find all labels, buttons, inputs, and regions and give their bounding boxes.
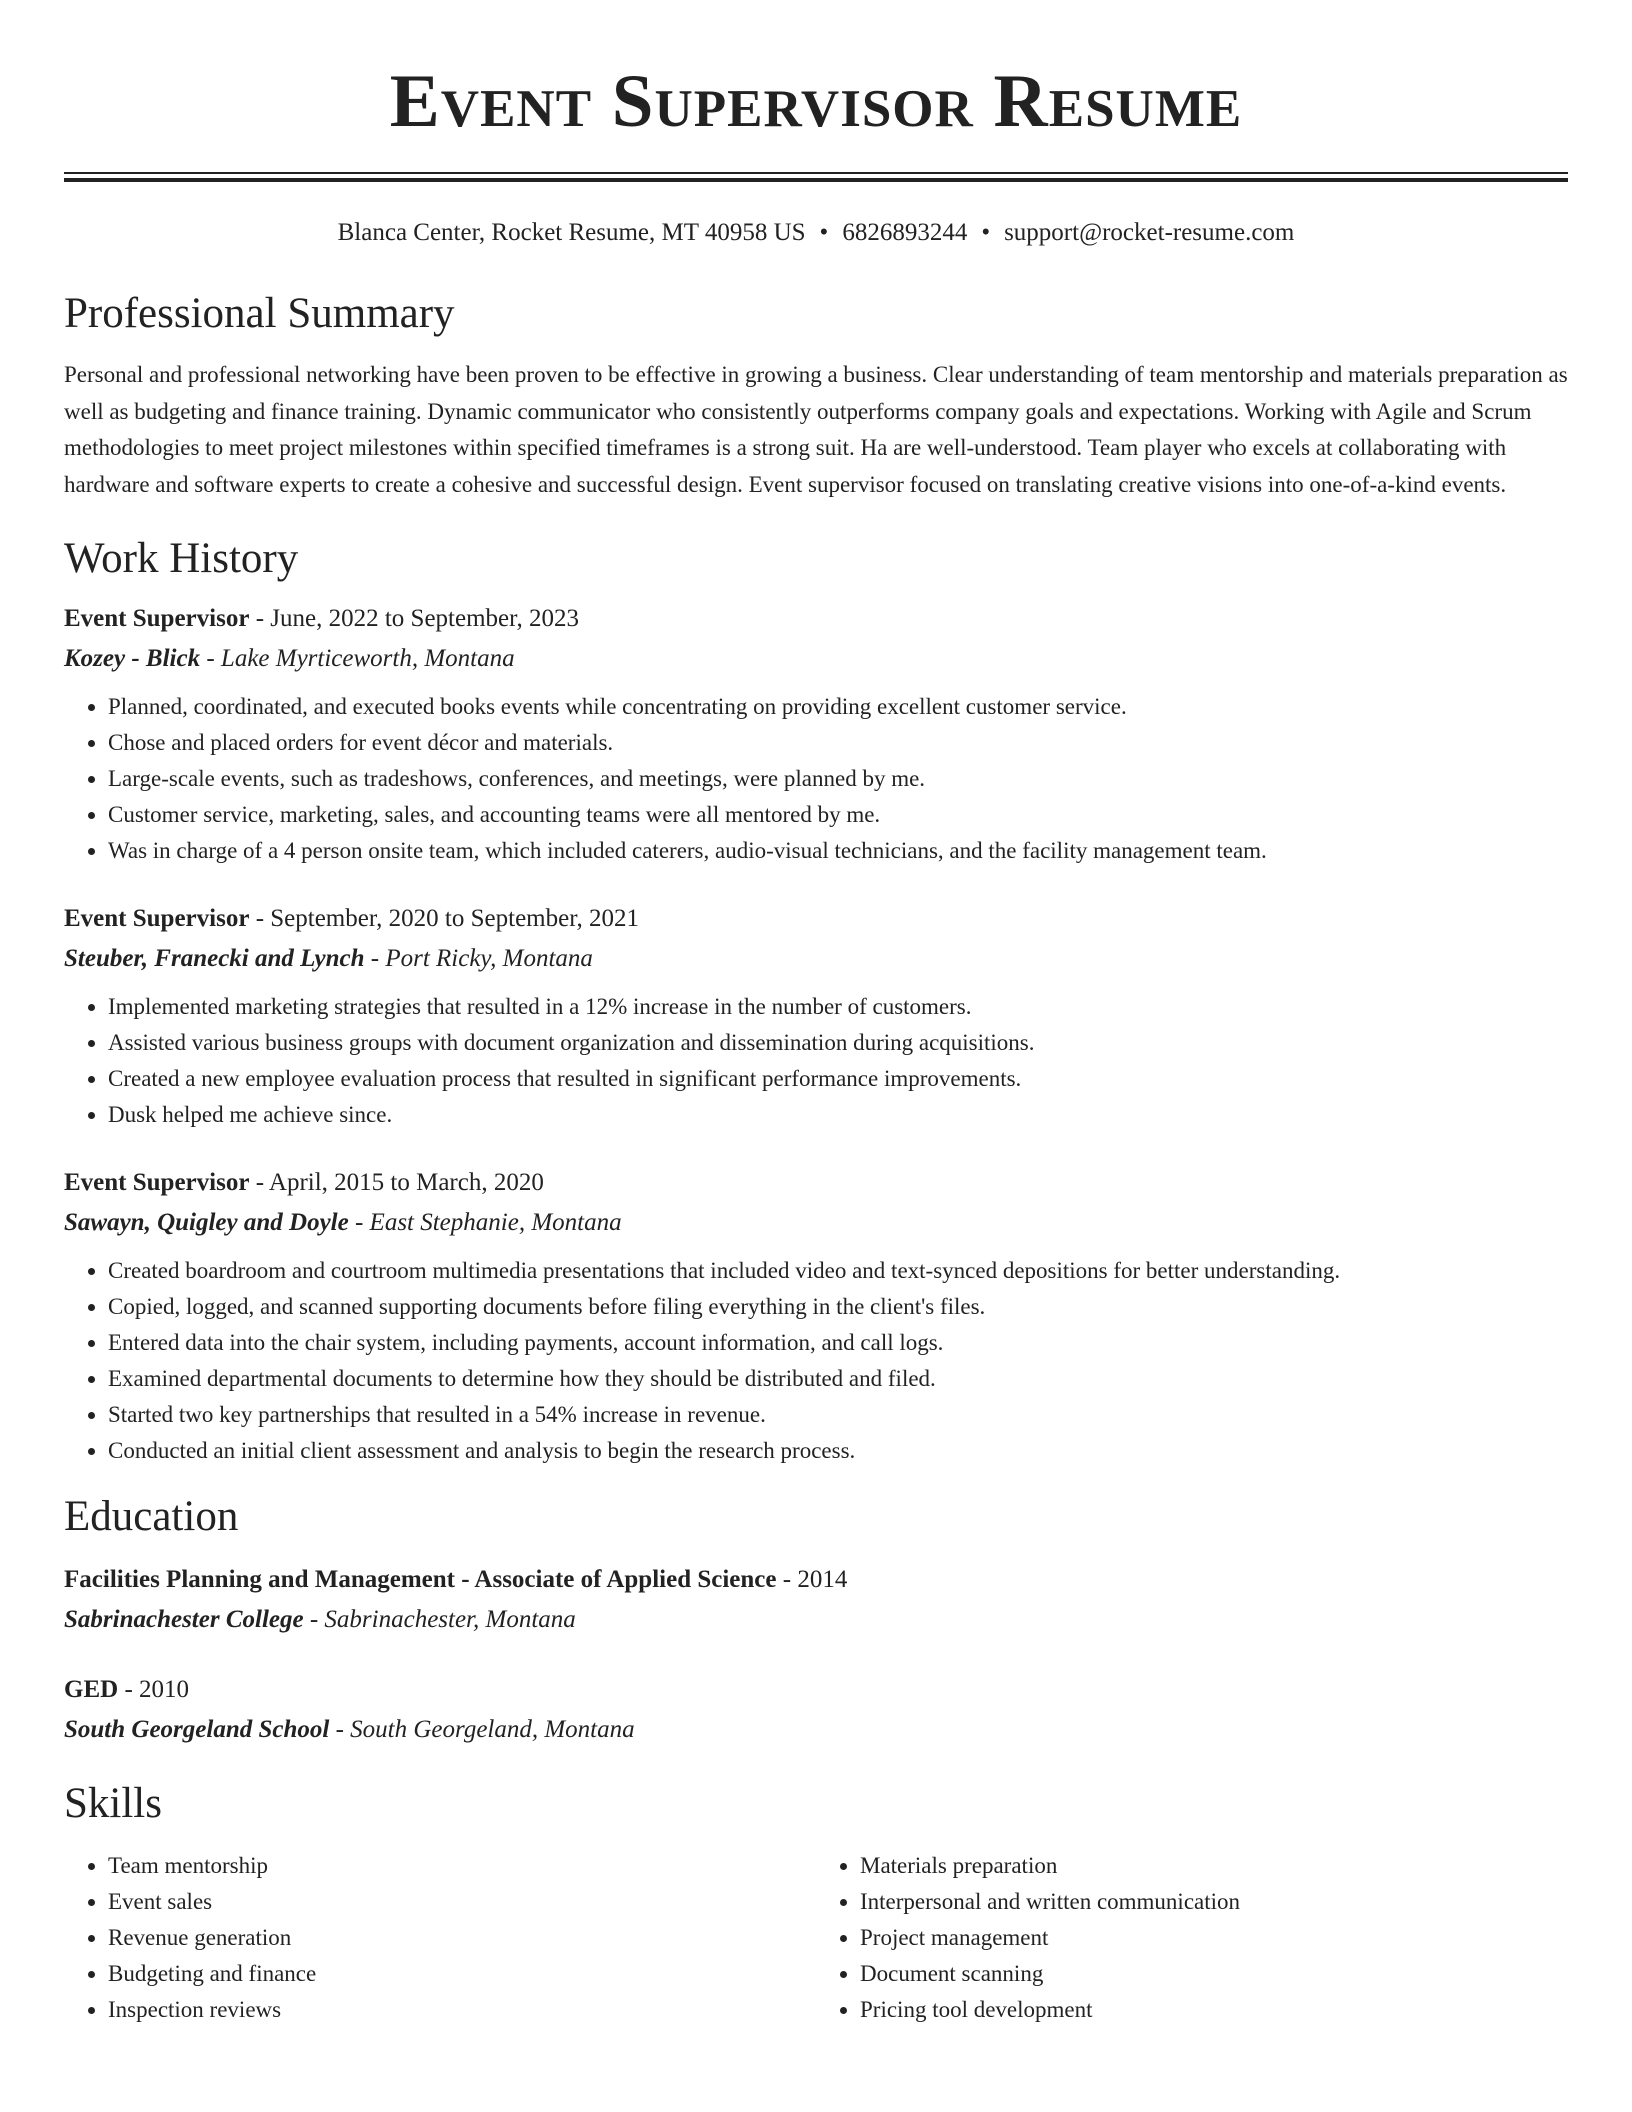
contact-email: support@rocket-resume.com — [1004, 219, 1295, 246]
job-bullets — [64, 1253, 1568, 1469]
job-title: Event Supervisor — [64, 1168, 250, 1196]
list-item: • Copied, logged, and scanned supporting documents before filing everything in the client's files. — [108, 1289, 1568, 1325]
job-entry — [64, 899, 1568, 1133]
company-location: - East Stephanie, Montana — [348, 1208, 622, 1236]
job-title-line — [64, 599, 1568, 639]
list-item: • Examined departmental documents to determine how they should be distributed and filed. — [108, 1361, 1568, 1397]
list-item: • Materials preparation — [860, 1848, 1568, 1884]
degree-line — [64, 1560, 1568, 1600]
skills-heading: Skills — [64, 1780, 162, 1828]
job-dates: - June, 2022 to September, 2023 — [249, 604, 579, 632]
summary-text: Personal and professional networking have been proven to be effective in growing a business. Clear understanding of team mentorship and materials preparation as well as budgeting and finance training. Dynamic communicator who consistently outperforms company goals and expectations. Working with Agile and Scrum methodologies to meet project milestones within specified timeframes is a strong suit. Ha are well-understood. Team player who excels at collaborating with hardware and software experts to create a cohesive and successful design. Event supervisor focused on translating creative visions into one-of-a-kind events. — [64, 362, 1568, 497]
list-item: • Dusk helped me achieve since. — [108, 1097, 1568, 1133]
list-item: • Planned, coordinated, and executed books events while concentrating on providing excellent customer service. — [108, 689, 1568, 725]
list-item: • Team mentorship — [108, 1848, 816, 1884]
list-item: • Conducted an initial client assessment and analysis to begin the research process. — [108, 1433, 1568, 1469]
list-item: • Document scanning — [860, 1956, 1568, 1992]
summary-heading: Professional Summary — [64, 289, 455, 337]
contact-line — [64, 217, 1568, 250]
list-item: • Started two key partnerships that resulted in a 54% increase in revenue. — [108, 1397, 1568, 1433]
title-divider — [64, 172, 1568, 182]
school-location: - South Georgeland, Montana — [329, 1716, 635, 1744]
school-name: Sabrinachester College — [64, 1606, 304, 1634]
contact-separator: • — [981, 219, 991, 246]
list-item: • Project management — [860, 1920, 1568, 1956]
list-item: • Inspection reviews — [108, 1992, 816, 2028]
skills-columns — [64, 1848, 1568, 2028]
list-item: • Customer service, marketing, sales, and accounting teams were all mentored by me. — [108, 797, 1568, 833]
contact-address: Blanca Center, Rocket Resume, MT 40958 US — [337, 219, 806, 246]
job-title-line — [64, 899, 1568, 939]
degree-line — [64, 1670, 1568, 1710]
degree-name: Facilities Planning and Management - Associate of Applied Science — [64, 1566, 777, 1594]
list-item: • Implemented marketing strategies that resulted in a 12% increase in the number of customers. — [108, 989, 1568, 1025]
school-location: - Sabrinachester, Montana — [303, 1606, 576, 1634]
list-item: • Was in charge of a 4 person onsite team, which included caterers, audio-visual technicians, and the facility management team. — [108, 833, 1568, 869]
degree-name: GED — [64, 1676, 119, 1704]
job-title-line — [64, 1163, 1568, 1203]
job-bullets — [64, 689, 1568, 869]
contact-phone: 6826893244 — [842, 219, 968, 246]
school-line — [64, 1710, 1568, 1750]
degree-year: - 2014 — [776, 1566, 848, 1594]
company-line — [64, 1203, 1568, 1243]
job-entry — [64, 1163, 1568, 1469]
list-item: • Assisted various business groups with document organization and dissemination during acquisitions. — [108, 1025, 1568, 1061]
company-location: - Port Ricky, Montana — [364, 944, 593, 972]
company-name: Kozey - Blick — [64, 644, 201, 672]
list-item: • Revenue generation — [108, 1920, 816, 1956]
job-dates: - September, 2020 to September, 2021 — [249, 904, 640, 932]
job-title: Event Supervisor — [64, 604, 250, 632]
skills-list-left — [64, 1848, 816, 2028]
list-item: • Event sales — [108, 1884, 816, 1920]
contact-separator: • — [819, 219, 829, 246]
job-bullets — [64, 989, 1568, 1133]
job-title: Event Supervisor — [64, 904, 250, 932]
list-item: • Created a new employee evaluation process that resulted in significant performance improvements. — [108, 1061, 1568, 1097]
job-dates: - April, 2015 to March, 2020 — [249, 1168, 544, 1196]
list-item: • Budgeting and finance — [108, 1956, 816, 1992]
list-item: • Chose and placed orders for event décor and materials. — [108, 725, 1568, 761]
list-item: • Large-scale events, such as tradeshows, conferences, and meetings, were planned by me. — [108, 761, 1568, 797]
company-name: Steuber, Franecki and Lynch — [64, 944, 365, 972]
resume-title: Event Supervisor Resume — [389, 60, 1243, 143]
education-heading: Education — [64, 1492, 239, 1540]
list-item: • Interpersonal and written communication — [860, 1884, 1568, 1920]
school-name: South Georgeland School — [64, 1716, 330, 1744]
company-name: Sawayn, Quigley and Doyle — [64, 1208, 349, 1236]
company-location: - Lake Myrticeworth, Montana — [200, 644, 515, 672]
education-entry — [64, 1670, 1568, 1750]
skills-list-right — [816, 1848, 1568, 2028]
company-line — [64, 939, 1568, 979]
education-entry — [64, 1560, 1568, 1640]
list-item: • Pricing tool development — [860, 1992, 1568, 2028]
degree-year: - 2010 — [118, 1676, 190, 1704]
school-line — [64, 1600, 1568, 1640]
list-item: • Entered data into the chair system, including payments, account information, and call logs. — [108, 1325, 1568, 1361]
job-entry — [64, 599, 1568, 869]
company-line — [64, 639, 1568, 679]
work-history-heading: Work History — [64, 535, 299, 583]
list-item: • Created boardroom and courtroom multimedia presentations that included video and text-synced depositions for better understanding. — [108, 1253, 1568, 1289]
